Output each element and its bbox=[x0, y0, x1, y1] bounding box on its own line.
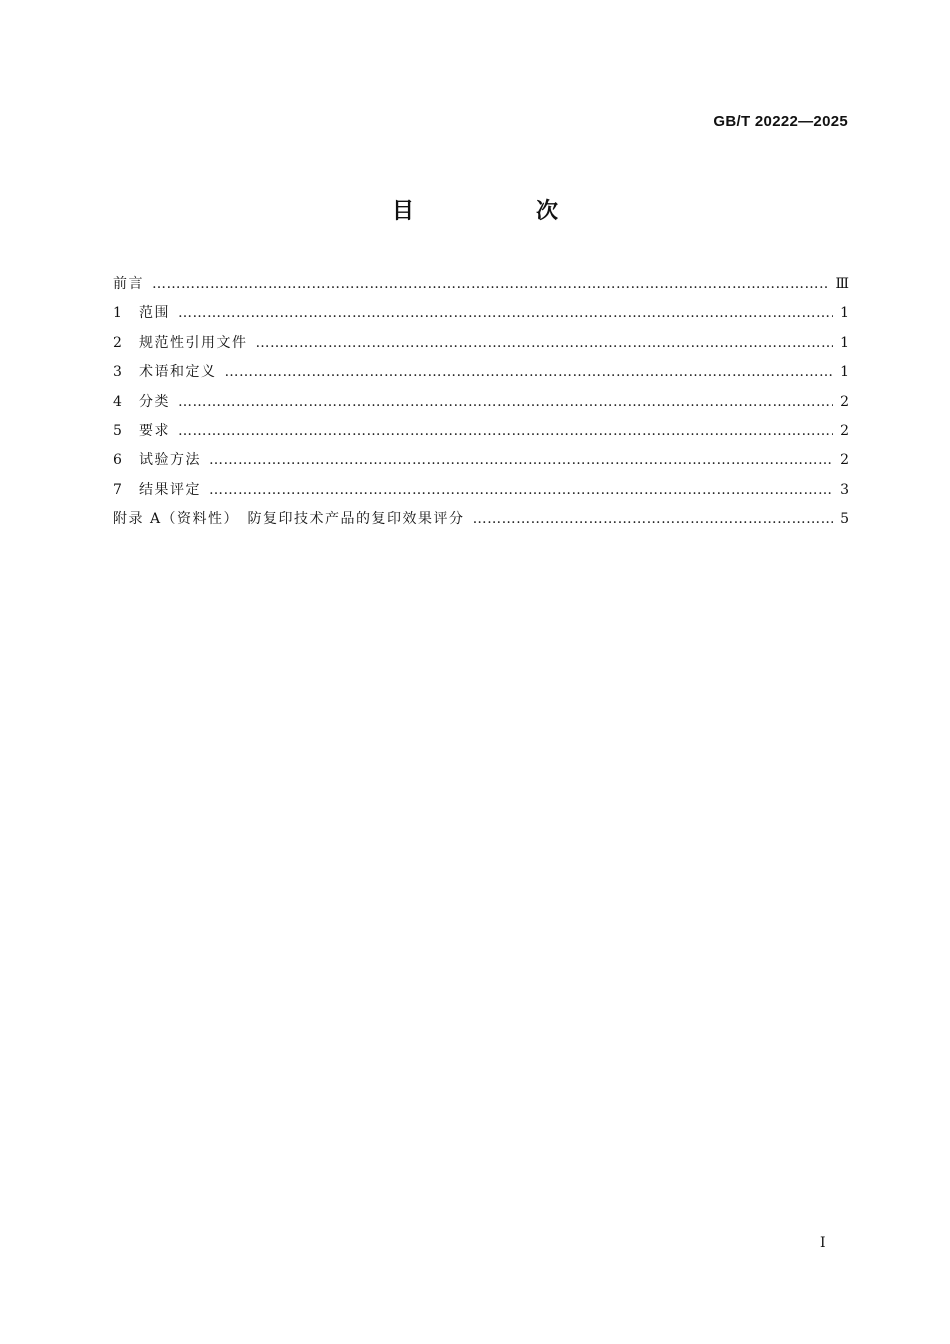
toc-dot-leader bbox=[225, 358, 834, 387]
toc-entry-label: 分类 bbox=[139, 393, 170, 410]
toc-entry-page: Ⅲ bbox=[835, 276, 849, 292]
toc-dot-leader bbox=[473, 505, 833, 534]
toc-entry-number: 5 bbox=[113, 422, 122, 439]
toc-entry-label: 术语和定义 bbox=[139, 364, 217, 381]
toc-entry-page: 3 bbox=[840, 481, 849, 498]
toc-dot-leader bbox=[256, 329, 834, 358]
toc-entry-page: 2 bbox=[840, 452, 849, 469]
toc-entry-label: 规范性引用文件 bbox=[139, 334, 248, 351]
toc-entry-label: 前言 bbox=[113, 276, 144, 292]
toc-dot-leader bbox=[178, 299, 833, 328]
toc-entry-label: 附录 A（资料性） 防复印技术产品的复印效果评分 bbox=[113, 511, 465, 528]
page-title: 目 次 bbox=[391, 199, 608, 224]
toc-dot-leader bbox=[178, 417, 833, 446]
toc-entry-page: 2 bbox=[840, 422, 849, 439]
toc-entry-label: 结果评定 bbox=[139, 481, 201, 498]
toc-entry-label: 范围 bbox=[139, 305, 170, 322]
toc-entry-evaluation[interactable] bbox=[113, 476, 849, 505]
toc-entry-page: 1 bbox=[840, 305, 849, 322]
toc-entry-number: 3 bbox=[113, 364, 122, 381]
toc-entry-scope[interactable] bbox=[113, 299, 849, 328]
toc-entry-annex-a[interactable] bbox=[113, 505, 849, 534]
toc-entry-test-methods[interactable] bbox=[113, 446, 849, 475]
toc-dot-leader bbox=[152, 270, 829, 299]
toc-entry-number: 1 bbox=[113, 305, 122, 322]
toc-entry-number: 4 bbox=[113, 393, 122, 410]
toc-dot-leader bbox=[209, 476, 833, 505]
toc-entry-page: 1 bbox=[840, 364, 849, 381]
toc-entry-terms-definitions[interactable] bbox=[113, 358, 849, 387]
toc-entry-label: 试验方法 bbox=[139, 452, 201, 469]
toc-entry-number: 7 bbox=[113, 481, 122, 498]
toc-entry-number: 2 bbox=[113, 334, 122, 351]
toc-entry-page: 1 bbox=[840, 334, 849, 351]
toc-dot-leader bbox=[209, 446, 833, 475]
toc-entry-number: 6 bbox=[113, 452, 122, 469]
page-number: Ⅰ bbox=[820, 1235, 826, 1251]
toc-entry-page: 2 bbox=[840, 393, 849, 410]
toc-entry-foreword[interactable] bbox=[113, 270, 849, 299]
toc-entry-classification[interactable] bbox=[113, 388, 849, 417]
table-of-contents bbox=[113, 270, 849, 535]
toc-dot-leader bbox=[178, 388, 833, 417]
toc-entry-page: 5 bbox=[840, 511, 849, 528]
standard-code: GB/T 20222—2025 bbox=[713, 113, 848, 130]
toc-entry-normative-references[interactable] bbox=[113, 329, 849, 358]
toc-entry-label: 要求 bbox=[139, 422, 170, 439]
toc-entry-requirements[interactable] bbox=[113, 417, 849, 446]
